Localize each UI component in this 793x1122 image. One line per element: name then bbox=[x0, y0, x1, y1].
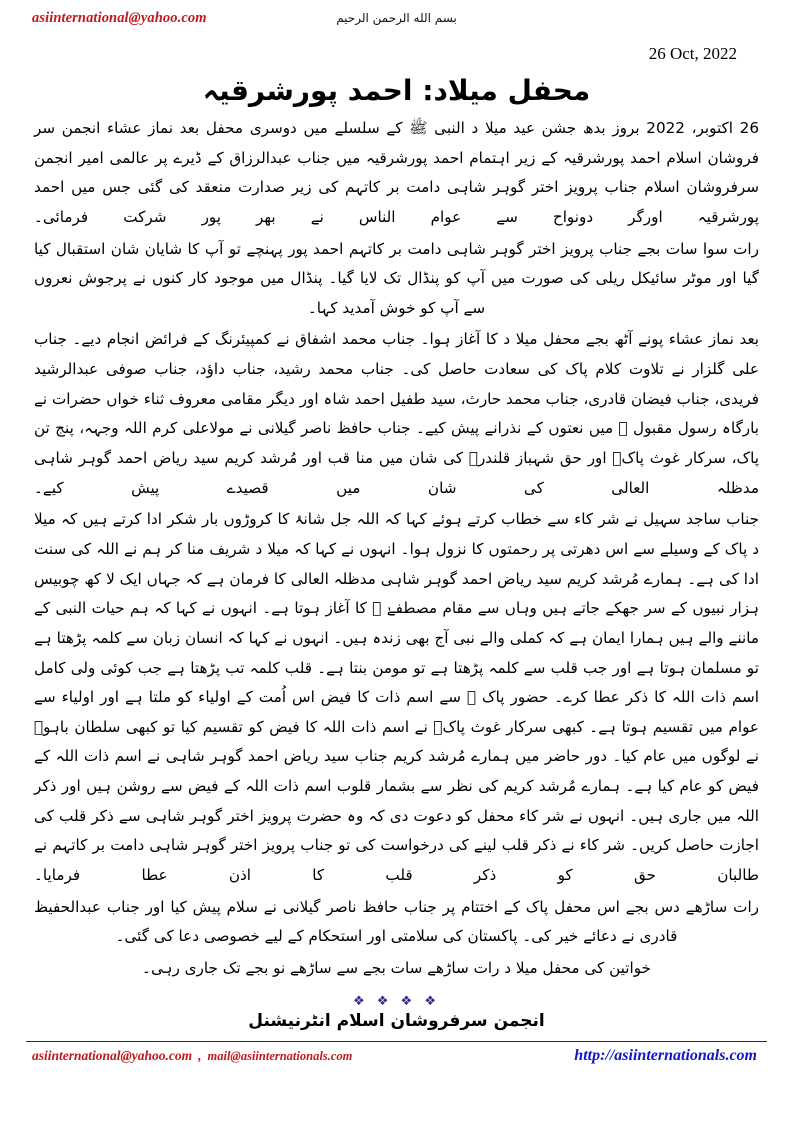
paragraph-1: 26 اکتوبر، 2022 بروز بدھ جشن عید میلا د النبی ﷺ کے سلسلے میں دوسری محفل بعد نماز عشاء انجمن سر فروشان اسلام احمد پورشرقیہ کے زیر اہتمام احمد پورشرقیہ میں جناب عبدالرزاق کے ڈیرے پر عالمی امیر انجمن سرفروشان اسلام جناب پرویز اختر گوہر شاہی دامت بر کاتہم کی زیر صدارت منعقد کی گئی جس میں احمد پورشرقیہ اورگر دونواح سے عوام الناس نے بھر پور شرکت فرمائی۔ bbox=[34, 119, 759, 226]
page-title: محفل میلاد: احمد پورشرقیہ bbox=[202, 74, 591, 107]
footer-website-link[interactable]: http://asiinternationals.com bbox=[574, 1046, 757, 1064]
paragraph-6: خواتین کی محفل میلا د رات ساڑھے سات بجے سے ساڑھے نو بجے تک جاری رہی۔ bbox=[142, 958, 651, 977]
paragraph-4: جناب ساجد سہیل نے شر کاء سے خطاب کرتے ہوئے کہا کہ اللہ جل شانۂ کا کروڑوں بار شکر ادا کرتے ہیں کہ میلا د پاک کے وسیلے سے اس دھرتی پر رحمتوں کا نزول ہوا۔ انہوں نے کہا کہ میلا د شریف منا کر ہم نے اللہ کی سنت ادا کی ہے۔ ہمارے مُرشد کریم سید ریاض احمد گوہر شاہی مدظلہ العالی کا فرمان ہے کہ جہاں ایک لا کھ چوبیس ہزار نبیوں کے سر جھکے جاتے ہیں وہاں سے مقام مصطفےٰ ﷺ کا آغاز ہوتا ہے۔ انہوں نے کہا کہ ہم حیات النبی کے ماننے والے ہیں ہمارا ایمان ہے کہ کملی والے نبی آج بھی زندہ ہیں۔ انہوں نے کہا کہ انسان زبان سے کلمہ پڑھتا ہے تو مسلمان ہوتا ہے اور جب قلب سے کلمہ پڑھتا ہے تو مومن بنتا ہے۔ قلب کلمہ تب پڑھتا ہے جب کوئی ولی کامل اسم ذات اللہ کا ذکر عطا کرے۔ حضور پاک ﷺ سے اسم ذات کا فیض اس اُمت کے اولیاء کو ملتا ہے اور اولیاء سے عوام میں تقسیم ہوتا ہے۔ کبھی سرکار غوث پاکؒ نے اسم ذات اللہ کا فیض کو تقسیم کیا تو کبھی سلطان باہوؒ نے لوگوں میں عام کیا۔ دور حاضر میں ہمارے مُرشد کریم جناب سید ریاض احمد گوہر شاہی نے اسم ذات اللہ کے فیض کو عام کیا ہے۔ ہمارے مُرشد کریم کی نظر سے بشمار قلوب اسم ذات اللہ کے فیض سے روشن ہیں اور ذکر اللہ میں جاری ہیں۔ انہوں نے شر کاء محفل کو دعوت دی کہ وہ حضرت پرویز اختر گوہر شاہی سے ذکر قلب کی اجازت حاصل کریں۔ شر کاء نے ذکر قلب لینے کی درخواست کی تو جناب پرویز اختر گوہر شاہی دامت بر کاتہم نے طالبان حق کو ذکر قلب کا اذن عطا فرمایا۔ bbox=[34, 510, 759, 885]
header-email: asiinternational@yahoo.com bbox=[32, 10, 207, 26]
article-body bbox=[34, 114, 759, 984]
organization-name: انجمن سرفروشان اسلام انٹرنیشنل bbox=[248, 1010, 545, 1031]
footer-email-2[interactable]: mail@asiinternationals.com bbox=[207, 1048, 353, 1063]
footer-divider bbox=[26, 1041, 767, 1042]
paragraph-2: رات سوا سات بجے جناب پرویز اختر گوہر شاہی دامت بر کاتہم احمد پور پہنچے تو آپ کا شایان شان استقبال کیا گیا اور موٹر سائیکل ریلی کی صورت میں آپ کو پنڈال تک لایا گیا۔ پنڈال میں موجود کار کنوں نے پرجوش نعروں سے آپ کو خوش آمدید کہا۔ bbox=[34, 239, 759, 317]
document-footer bbox=[22, 1048, 771, 1074]
bismillah-text: بسم الله الرحمن الرحيم bbox=[336, 11, 457, 25]
document-header bbox=[22, 8, 771, 34]
paragraph-5: رات ساڑھے دس بجے اس محفل پاک کے اختتام پر جناب حافظ ناصر گیلانی نے سلام پیش کیا اور جناب عبدالحفیظ قادری نے دعائے خیر کی۔ پاکستان کی سلامتی اور استحکام کے لیے خصوصی دعا کی گئی۔ bbox=[34, 897, 759, 946]
footer-separator: , bbox=[198, 1047, 202, 1063]
document-date: 26 Oct, 2022 bbox=[648, 44, 737, 63]
ornament-divider: ❖ ❖ ❖ ❖ bbox=[352, 993, 440, 1009]
footer-emails bbox=[32, 1048, 352, 1064]
paragraph-3: بعد نماز عشاء پونے آٹھ بجے محفل میلا د کا آغاز ہوا۔ جناب محمد اشفاق نے کمپیئرنگ کے فرائض انجام دیے۔ جناب علی گلزار نے تلاوت کلام پاک کی سعادت حاصل کی۔ جناب محمد رشید، جناب داؤد، جناب صوفی عبدالرشید فریدی، جناب فیضان قادری، جناب محمد حارث، سید طفیل احمد شاہ اور دیگر مقامی معروف ثناء خواں حضرات نے بارگاہ رسول مقبول ﷺ میں نعتوں کے نذرانے پیش کیے۔ جناب حافظ ناصر گیلانی نے مولاعلی کرم اللہ وجہہ، پنج تن پاک، سرکار غوث پاکؒ اور حق شہباز قلندرؒ کی شان میں منا قب اور مُرشد کریم سید ریاض احمد گوہر شاہی مدظلہ العالی کی شان میں قصیدے پیش کیے۔ bbox=[34, 330, 759, 497]
footer-email-1[interactable]: asiinternational@yahoo.com bbox=[32, 1047, 193, 1063]
date-row bbox=[22, 34, 771, 64]
